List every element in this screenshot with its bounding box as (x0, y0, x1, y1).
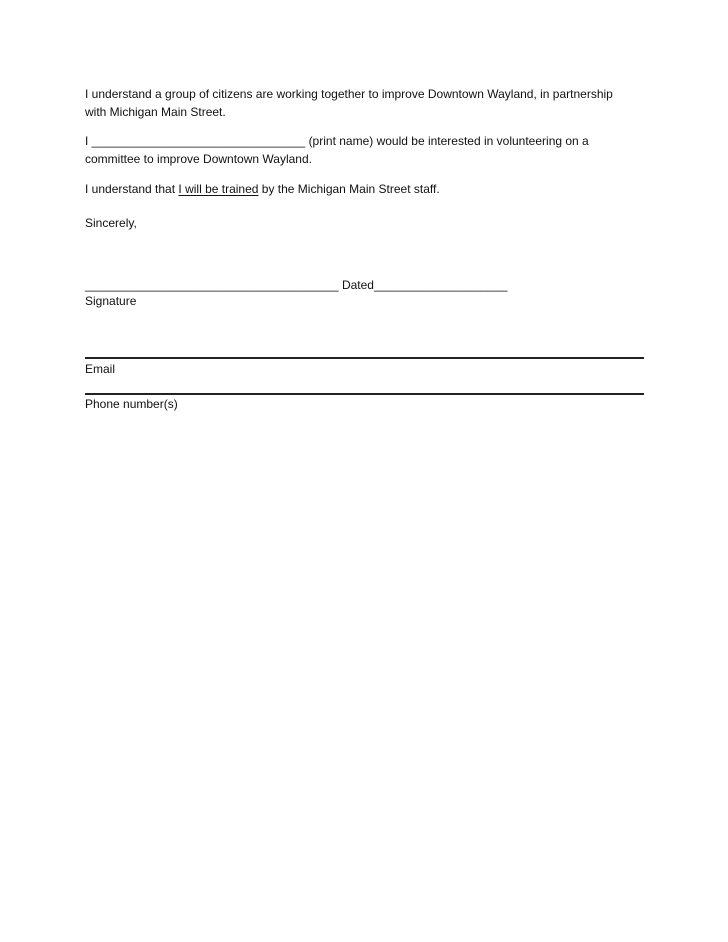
paragraph-volunteer-line-2: committee to improve Downtown Wayland. (85, 152, 312, 166)
paragraph-training (85, 180, 645, 198)
paragraph-volunteer (85, 132, 645, 168)
training-prefix: I understand that (85, 182, 179, 196)
paragraph-volunteer-line-1: I ________________________________ (print name) would be interested in volunteering on a (85, 134, 589, 148)
phone-label: Phone number(s) (85, 397, 178, 411)
email-rule (85, 357, 644, 359)
paragraph-intro-line-1: I understand a group of citizens are working together to improve Downtown Wayland, in partnership (85, 87, 613, 101)
paragraph-intro-line-2: with Michigan Main Street. (85, 105, 226, 119)
closing-sincerely: Sincerely, (85, 216, 137, 230)
signature-dated-line: ______________________________________ Dated____________________ (85, 278, 508, 292)
signature-label: Signature (85, 294, 137, 308)
training-suffix: by the Michigan Main Street staff. (258, 182, 440, 196)
training-underlined: I will be trained (178, 182, 259, 196)
paragraph-intro (85, 85, 645, 121)
email-label: Email (85, 362, 116, 376)
